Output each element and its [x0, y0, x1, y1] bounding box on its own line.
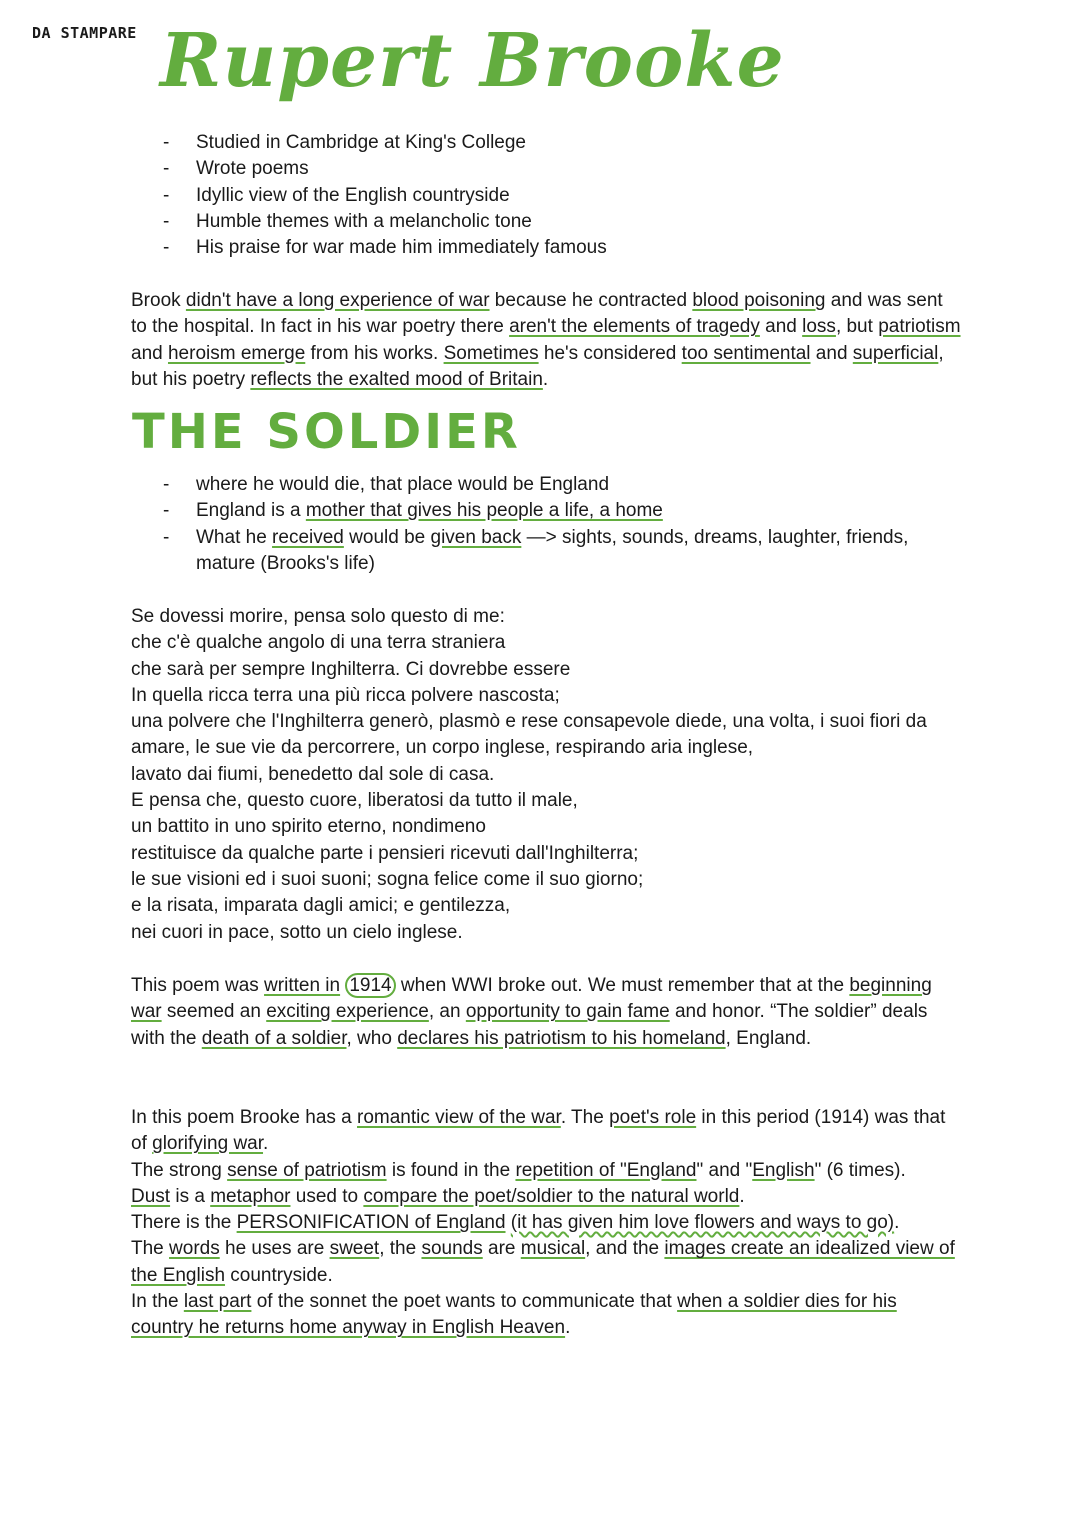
- poem-line: che c'è qualche angolo di una terra straniera: [131, 632, 506, 654]
- list-item: - His praise for war made him immediately famous: [160, 235, 950, 261]
- intro-paragraph: Brook didn't have a long experience of war because he contracted blood poisoning and was sent to the hospital. In fact in his war poetry there aren't the elements of tragedy and loss, but patriotism and heroism emerge from his works. Sometimes he's considered too sentimental and superficial, but his poetry reflects the exalted mood of Britain.: [131, 290, 961, 390]
- poem-line: e la risata, imparata dagli amici; e gentilezza,: [131, 895, 511, 917]
- analysis-line: In this poem Brooke has a romantic view of the war. The poet's role in this period (1914) was that of glorifying war.: [131, 1107, 946, 1155]
- poem-line: le sue visioni ed i suoi suoni; sogna felice come il suo giorno;: [131, 868, 644, 890]
- list-item: - What he received would be given back —> sights, sounds, dreams, laughter, friends, mature (Brooks's life): [160, 525, 950, 578]
- list-item: - where he would die, that place would be England: [160, 472, 950, 498]
- print-note: DA STAMPARE: [32, 24, 137, 42]
- year-circle: 1914: [345, 973, 395, 998]
- list-item: - Humble themes with a melancholic tone: [160, 209, 950, 235]
- list-item: - Wrote poems: [160, 156, 950, 182]
- context-paragraph: This poem was written in 1914 when WWI broke out. We must remember that at the beginning war seemed an exciting experience, an opportunity to gain fame and honor. “The soldier” deals with the death of a soldier, who declares his patriotism to his homeland, England.: [131, 975, 932, 1049]
- list-item: - Studied in Cambridge at King's College: [160, 130, 950, 156]
- section-title: THE SOLDIER: [132, 404, 521, 460]
- poem-line: nei cuori in pace, sotto un cielo inglese.: [131, 921, 463, 943]
- poem-line: In quella ricca terra una più ricca polvere nascosta;: [131, 684, 560, 706]
- poem-points-list: [160, 472, 950, 577]
- poem-line: che sarà per sempre Inghilterra. Ci dovrebbe essere: [131, 658, 571, 680]
- poem-line: E pensa che, questo cuore, liberatosi da tutto il male,: [131, 790, 578, 812]
- poem-translation: [131, 604, 961, 946]
- poem-line: un battito in uno spirito eterno, nondimeno: [131, 816, 486, 838]
- page-title: Rupert Brooke: [160, 18, 785, 104]
- poem-line: lavato dai fiumi, benedetto dal sole di casa.: [131, 763, 495, 785]
- list-item: - England is a mother that gives his people a life, a home: [160, 498, 950, 524]
- analysis-line: The strong sense of patriotism is found in the repetition of "England" and "English" (6 times).: [131, 1159, 906, 1181]
- list-item: - Idyllic view of the English countryside: [160, 183, 950, 209]
- analysis-line: In the last part of the sonnet the poet wants to communicate that when a soldier dies for his country he returns home anyway in English Heaven.: [131, 1291, 897, 1339]
- poem-line: Se dovessi morire, pensa solo questo di me:: [131, 606, 505, 627]
- analysis-line: The words he uses are sweet, the sounds are musical, and the images create an idealized view of the English countryside.: [131, 1238, 955, 1286]
- bio-list: [160, 130, 950, 261]
- poem-line: restituisce da qualche parte i pensieri ricevuti dall'Inghilterra;: [131, 842, 639, 864]
- analysis-section: [131, 1105, 961, 1342]
- poem-line: una polvere che l'Inghilterra generò, plasmò e rese consapevole diede, una volta, i suoi fiori da amare, le sue vie da percorrere, un corpo inglese, respirando aria inglese,: [131, 711, 927, 759]
- analysis-line: There is the PERSONIFICATION of England (it has given him love flowers and ways to go).: [131, 1212, 900, 1234]
- analysis-line: Dust is a metaphor used to compare the poet/soldier to the natural world.: [131, 1185, 745, 1207]
